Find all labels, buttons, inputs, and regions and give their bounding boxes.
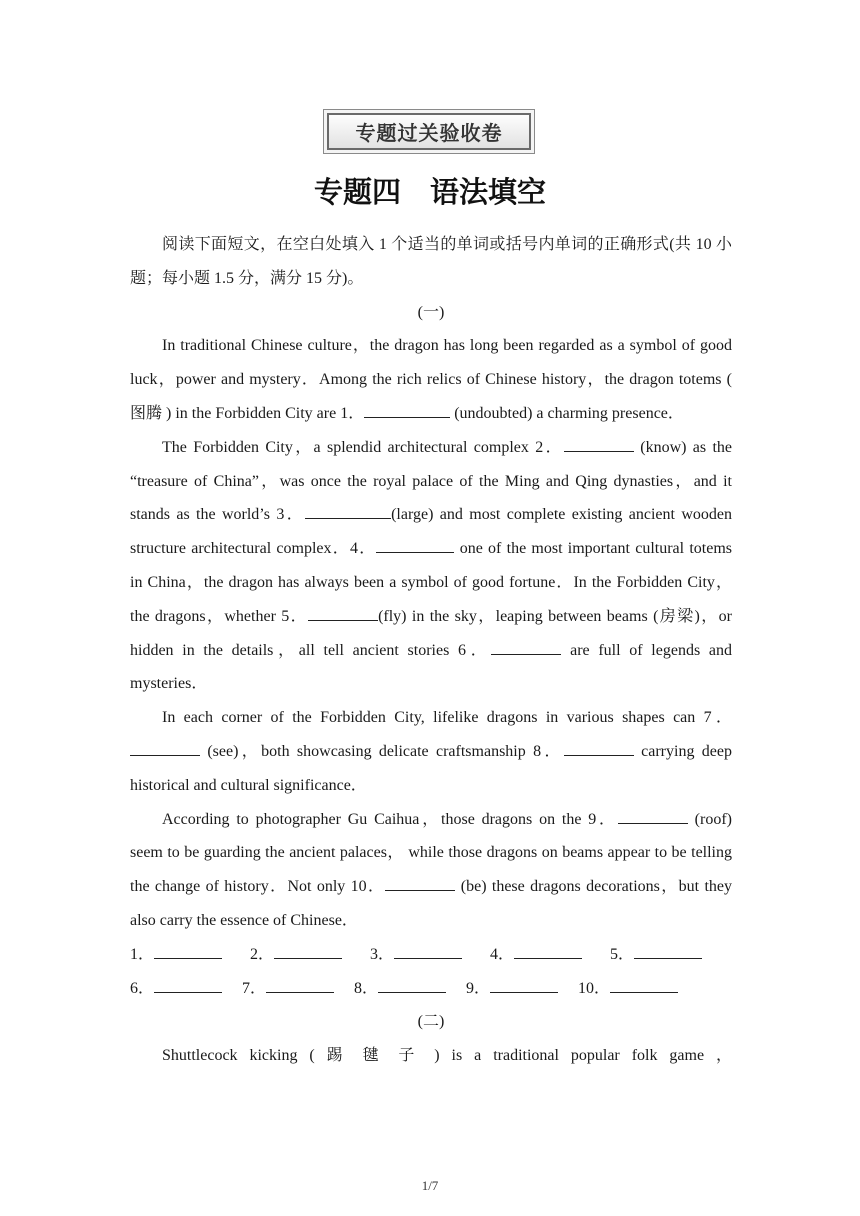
text-run: In each corner of the Forbidden City, lifelike dragons in various shapes can 7． bbox=[162, 709, 732, 727]
answer-blank[interactable] bbox=[490, 974, 558, 993]
blank-2 bbox=[564, 433, 634, 452]
instruction: 阅读下面短文，在空白处填入 1 个适当的单词或括号内单词的正确形式(共 10 小题；每小题 1.5 分，满分 15 分)。 bbox=[130, 236, 732, 287]
answer-item: 6． bbox=[130, 972, 242, 1006]
text-run: According to photographer Gu Caihua，those dragons on the 9． bbox=[162, 810, 618, 828]
section-label-2: (二) bbox=[417, 1013, 445, 1031]
text-run: (fly) in the sky，leaping between beams (房梁)，or hidden in the details，all tell ancient stories 6． bbox=[130, 607, 732, 659]
text-run: carrying deep historical and cultural significance． bbox=[130, 742, 732, 794]
text-run: (see)，both showcasing delicate craftsmanship 8． bbox=[200, 742, 564, 760]
answer-blank[interactable] bbox=[154, 940, 222, 959]
text-run: The Forbidden City，a splendid architectural complex 2． bbox=[162, 438, 564, 456]
blank-10 bbox=[385, 872, 455, 891]
answer-item: 3． bbox=[370, 938, 490, 972]
answer-item: 9． bbox=[466, 972, 578, 1006]
answer-item: 8． bbox=[354, 972, 466, 1006]
answer-item: 4． bbox=[490, 938, 610, 972]
answer-blank[interactable] bbox=[378, 974, 446, 993]
answer-item: 10． bbox=[578, 972, 678, 1006]
text-run: (know) as the “treasure of China”，was once the royal palace of the Ming and Qing dynasties，and it stands as the world’s 3． bbox=[130, 438, 732, 524]
text-run: In traditional Chinese culture，the dragon has long been regarded as a symbol of good luck，power and mystery．Among the rich relics of Chinese history，the dragon totems ( 图腾 ) in the Forbidden City are 1． bbox=[130, 337, 733, 422]
answer-item: 5． bbox=[610, 938, 702, 972]
answer-item: 2． bbox=[250, 938, 370, 972]
answer-blank[interactable] bbox=[394, 940, 462, 959]
answer-row-1 bbox=[130, 938, 732, 972]
document-body bbox=[130, 228, 732, 1073]
answer-item: 7． bbox=[242, 972, 354, 1006]
answer-blank[interactable] bbox=[610, 974, 678, 993]
badge-frame bbox=[323, 109, 535, 154]
blank-5 bbox=[308, 602, 378, 621]
paragraph-4 bbox=[130, 803, 732, 938]
paragraph-2 bbox=[130, 431, 732, 701]
answer-blank[interactable] bbox=[634, 940, 702, 959]
blank-7 bbox=[130, 737, 200, 756]
text-run: (large) and most complete existing ancient wooden structure architectural complex．4． bbox=[130, 506, 732, 558]
answer-item: 1． bbox=[130, 938, 250, 972]
text-run: (undoubted) a charming presence． bbox=[450, 404, 684, 422]
paragraph-3 bbox=[130, 701, 732, 802]
answer-blank[interactable] bbox=[266, 974, 334, 993]
paragraph-1 bbox=[130, 329, 732, 430]
text-run: one of the most important cultural totems in China，the dragon has always been a symbol of good fortune．In the Forbidden City，the dragons，whether 5． bbox=[130, 540, 732, 625]
text-run: are full of legends and mysteries． bbox=[130, 641, 732, 693]
answer-blank[interactable] bbox=[514, 940, 582, 959]
answer-row-2 bbox=[130, 972, 732, 1006]
page-title: 专题四 语法填空 bbox=[313, 175, 546, 209]
page-number: 1/7 bbox=[421, 1178, 439, 1193]
answer-blank[interactable] bbox=[274, 940, 342, 959]
exam-badge: 专题过关验收卷 bbox=[327, 113, 531, 150]
blank-8 bbox=[564, 737, 634, 756]
blank-1 bbox=[364, 399, 450, 418]
blank-6 bbox=[491, 636, 561, 655]
blank-4 bbox=[376, 534, 454, 553]
blank-9 bbox=[618, 805, 688, 824]
paragraph-5: Shuttlecock kicking ( 踢 毽 子 ) is a traditional popular folk game ， bbox=[162, 1047, 732, 1065]
text-run: (be) these dragons decorations，but they also carry the essence of Chinese． bbox=[130, 878, 732, 929]
section-label-1: (一) bbox=[417, 303, 445, 321]
text-run: (roof) seem to be guarding the ancient palaces， while those dragons on beams appear to be telling the change of history．Not only 10． bbox=[130, 810, 732, 896]
answer-blank[interactable] bbox=[154, 974, 222, 993]
blank-3 bbox=[305, 500, 391, 519]
